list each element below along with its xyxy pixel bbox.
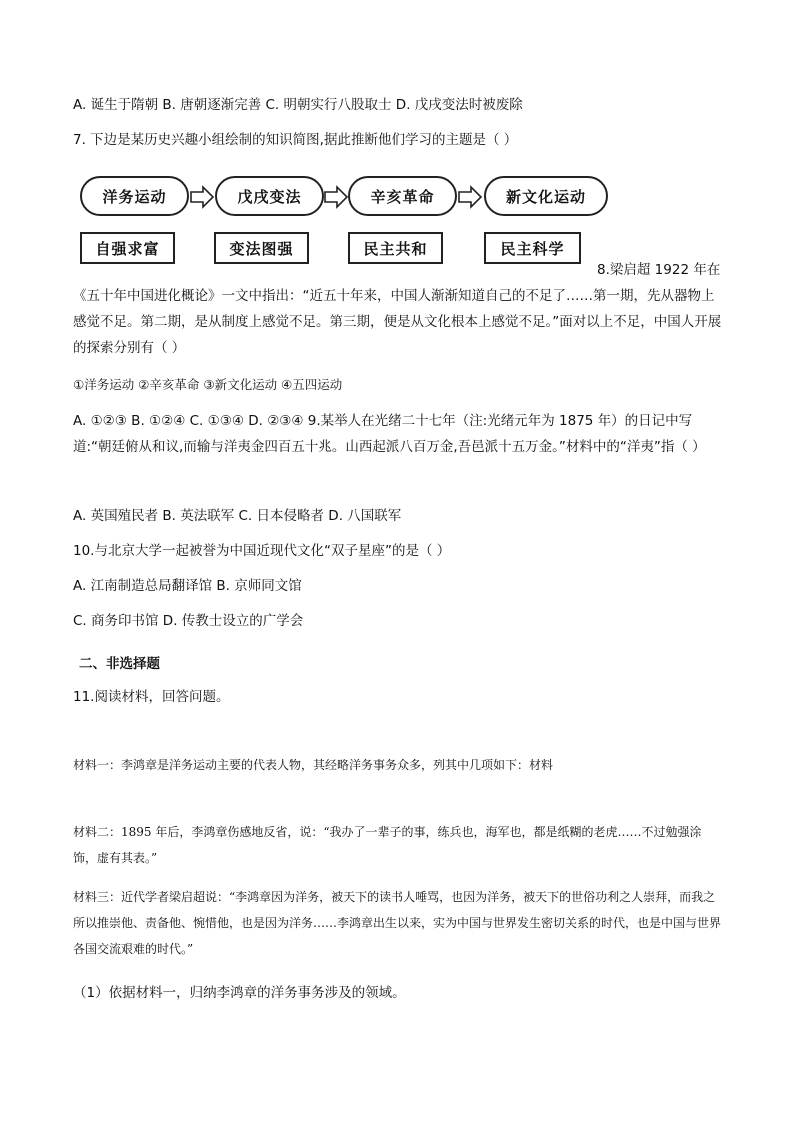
section-title: 二、非选择题 <box>79 656 160 672</box>
q9-options: A. 英国殖民者 B. 英法联军 C. 日本侵略者 D. 八国联军 <box>73 508 402 524</box>
q10-options-row-1: A. 江南制造总局翻译馆 B. 京师同文馆 <box>73 578 302 594</box>
diagram-top-box-3: 辛亥革命 <box>348 176 457 216</box>
right-arrow-icon <box>323 185 349 209</box>
right-arrow-icon <box>189 185 215 209</box>
q10-stem: 10.与北京大学一起被誉为中国近现代文化“双子星座”的是（ ） <box>73 543 451 559</box>
q6-options: A. 诞生于隋朝 B. 唐朝逐渐完善 C. 明朝实行八股取士 D. 戊戌变法时被废除 <box>73 97 523 113</box>
diagram-bottom-box-2: 变法图强 <box>214 232 309 264</box>
q11-sub-question-1: （1）依据材料一，归纳李鸿章的洋务事务涉及的领域。 <box>73 985 406 1001</box>
diagram-bottom-box-3: 民主共和 <box>348 232 443 264</box>
q8-stem: 《五十年中国进化概论》一文中指出：“近五十年来，中国人渐渐知道自己的不足了……第一期，先从器物上感觉不足。第二期，是从制度上感觉不足。第三期，便是从文化根本上感觉不足。”面对以上不足，中国人开展的探索分别有（ ） <box>73 288 722 356</box>
right-arrow-icon <box>457 185 483 209</box>
material-1: 材料一：李鸿章是洋务运动主要的代表人物，其经略洋务事务众多，列其中几项如下：材料 <box>73 758 554 772</box>
q8-number-head: 8.梁启超 1922 年在 <box>597 262 721 278</box>
diagram-top-box-1: 洋务运动 <box>80 176 189 216</box>
q8-options-q9-stem: A. ①②③ B. ①②④ C. ①③④ D. ②③④ 9.某举人在光绪二十七年（注:光绪元年为 1875 年）的日记中写道:“朝廷俯从和议,而输与洋夷金四百五十兆。山西起派八百万金,吾邑派十五万金。”材料中的“洋夷”指（ ） <box>73 413 706 455</box>
diagram-bottom-box-4: 民主科学 <box>484 232 581 264</box>
diagram-top-box-4: 新文化运动 <box>484 176 608 216</box>
diagram-top-box-2: 戊戌变法 <box>215 176 324 216</box>
q10-options-row-2: C. 商务印书馆 D. 传教士设立的广学会 <box>73 613 304 629</box>
q7-stem: 7. 下边是某历史兴趣小组绘制的知识简图,据此推断他们学习的主题是（ ） <box>73 132 518 148</box>
material-2: 材料二：1895 年后，李鸿章伤感地反省，说：“我办了一辈子的事，练兵也，海军也，都是纸糊的老虎……不过勉强涂饰，虚有其表。” <box>73 825 702 865</box>
q11-stem: 11.阅读材料，回答问题。 <box>73 689 230 705</box>
q8-items: ①洋务运动 ②辛亥革命 ③新文化运动 ④五四运动 <box>73 377 343 392</box>
diagram-bottom-box-1: 自强求富 <box>80 232 175 264</box>
material-3: 材料三：近代学者梁启超说：“李鸿章因为洋务，被天下的读书人唾骂，也因为洋务，被天下的世俗功利之人崇拜，而我之所以推崇他、责备他、惋惜他，也是因为洋务……李鸿章出生以来，实为中国与世界发生密切关系的时代，也是中国与世界各国交流艰难的时代。” <box>73 890 722 956</box>
